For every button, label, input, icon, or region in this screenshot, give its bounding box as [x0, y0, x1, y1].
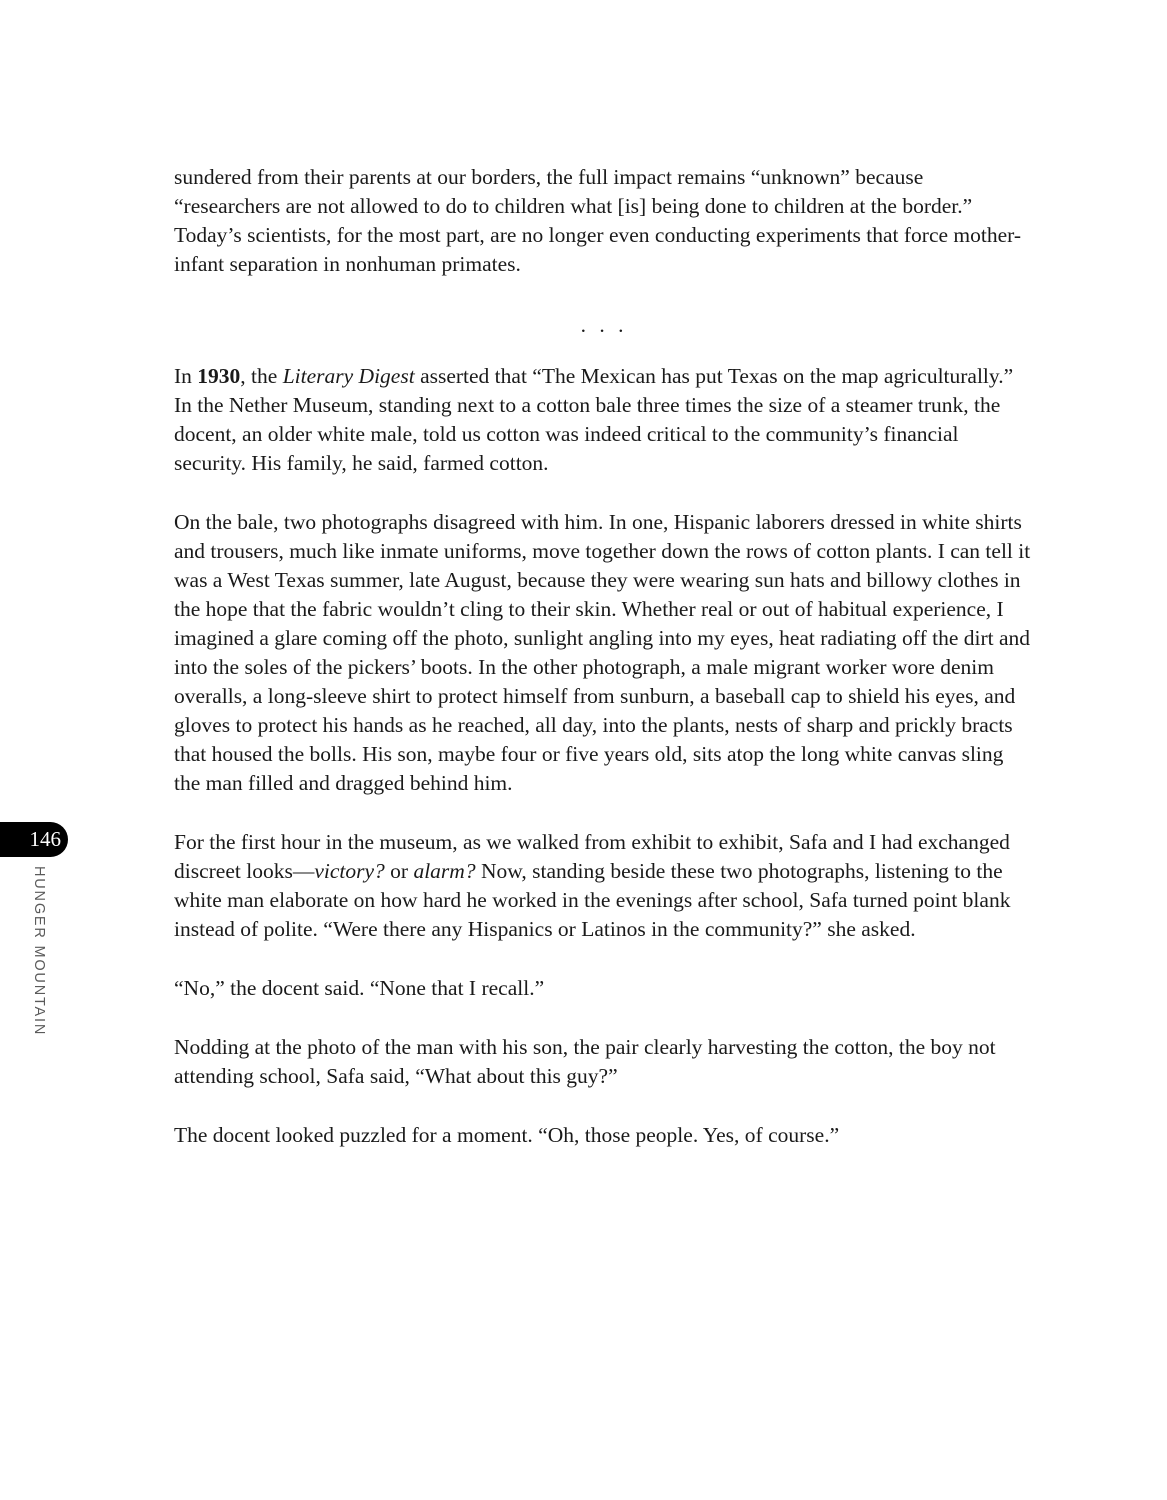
text-run: In [174, 364, 198, 388]
section-divider: . . . [580, 313, 628, 337]
page-number-tab [0, 822, 68, 857]
text-run: For the first hour in the museum, as we walked from exhibit to exhibit, Safa and I had exchanged discreet looks— [174, 830, 1010, 883]
text-run: , the [240, 364, 283, 388]
paragraph [174, 1121, 1034, 1150]
text-run: asserted that “The Mexican has put Texas on the map agriculturally.” In the Nether Museum, standing next to a cotton bale three times the size of a steamer trunk, the docent, an older white male, told us cotton was indeed critical to the community’s financial security. His family, he said, farmed cotton. [174, 364, 1014, 475]
text-run: sundered from their parents at our borders, the full impact remains “unknown” because “researchers are not allowed to do to children what [is] being done to children at the border.” Today’s scientists, for the most part, are no longer even conducting experiments that force mother-infant separation in nonhuman primates. [174, 165, 1022, 276]
paragraph [174, 1033, 1034, 1091]
italic-text-run: victory? [314, 859, 385, 883]
text-run: Now, standing beside these two photographs, listening to the white man elaborate on how hard he worked in the evenings after school, Safa turned point blank instead of polite. “Were there any Hispanics or Latinos in the community?” she asked. [174, 859, 1011, 941]
text-run: On the bale, two photographs disagreed with him. In one, Hispanic laborers dressed in white shirts and trousers, much like inmate uniforms, move together down the rows of cotton plants. I can tell it was a West Texas summer, late August, because they were wearing sun hats and billowy clothes in the hope that the fabric wouldn’t cling to their skin. Whether real or out of habitual experience, I imagined a glare coming off the photo, sunlight angling into my eyes, heat radiating off the dirt and into the soles of the pickers’ boots. In the other photograph, a male migrant worker wore denim overalls, a long-sleeve shirt to protect himself from sunburn, a baseball cap to shield his eyes, and gloves to protect his hands as he reached, all day, into the plants, nests of sharp and prickly bracts that housed the bolls. His son, maybe four or five years old, sits atop the long white canvas sling the man filled and dragged behind him. [174, 510, 1031, 795]
bold-text-run: 1930 [197, 364, 241, 388]
article-text [174, 163, 1034, 1180]
paragraph [174, 974, 1034, 1003]
text-run: or [384, 859, 414, 883]
italic-text-run: alarm? [413, 859, 476, 883]
journal-title-vertical: HUNGER MOUNTAIN [31, 866, 47, 1037]
paragraph [174, 163, 1034, 279]
text-run: The docent looked puzzled for a moment. “Oh, those people. Yes, of course.” [174, 1123, 840, 1147]
paragraph [174, 828, 1034, 944]
paragraph [174, 362, 1034, 478]
text-run: Nodding at the photo of the man with his son, the pair clearly harvesting the cotton, the boy not attending school, Safa said, “What about this guy?” [174, 1035, 996, 1088]
page-number: 146 [29, 827, 61, 851]
paragraph [174, 508, 1034, 798]
text-run: “No,” the docent said. “None that I recall.” [174, 976, 545, 1000]
italic-text-run: Literary Digest [282, 364, 415, 388]
